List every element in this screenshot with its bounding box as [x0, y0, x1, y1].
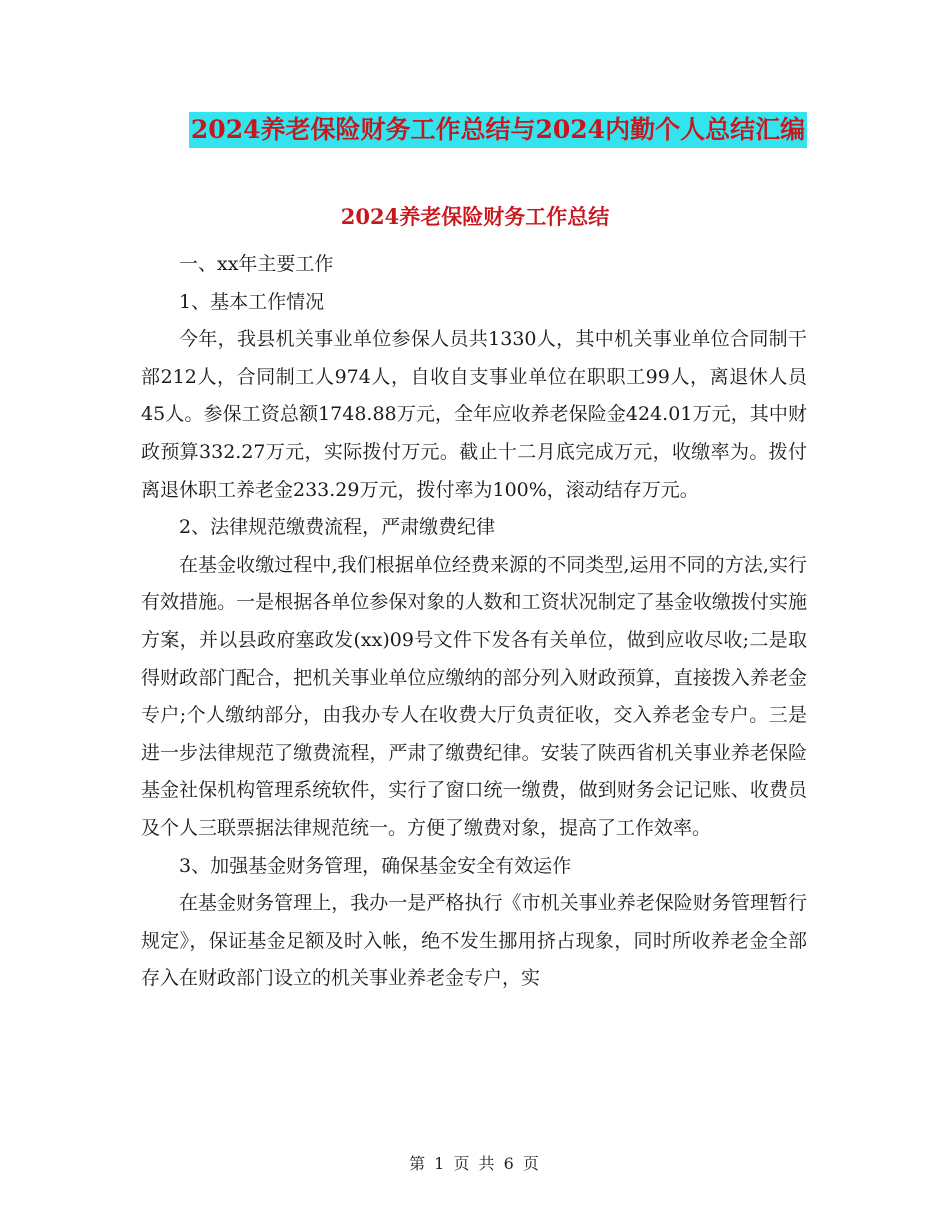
document-title: 2024养老保险财务工作总结与2024内勤个人总结汇编 [189, 112, 807, 148]
document-body [141, 246, 807, 998]
heading-fund-management: 3、加强基金财务管理，确保基金安全有效运作 [179, 854, 572, 877]
heading-basic-situation: 1、基本工作情况 [179, 290, 325, 313]
document-title-container [0, 112, 950, 148]
heading-main-work: 一、xx年主要工作 [179, 253, 334, 275]
page-number-footer: 第 1 页 共 6 页 [409, 1154, 541, 1173]
paragraph-basic-situation: 今年，我县机关事业单位参保人员共1330人，其中机关事业单位合同制干部212人，合同制工人974人，自收自支事业单位在职职工99人，离退休人员45人。参保工资总额1748.88万元，全年应收养老保险金424.01万元，其中财政预算332.27万元，实际拨付万元。截止十二月底完成万元，收缴率为。拨付离退休职工养老金233.29万元，拨付率为100%，滚动结存万元。 [141, 328, 807, 501]
paragraph-payment-process: 在基金收缴过程中,我们根据单位经费来源的不同类型,运用不同的方法,实行有效措施。一是根据各单位参保对象的人数和工资状况制定了基金收缴拨付实施方案，并以县政府塞政发(xx)09号文件下发各有关单位，做到应收尽收;二是取得财政部门配合，把机关事业单位应缴纳的部分列入财政预算，直接拨入养老金专户;个人缴纳部分，由我办专人在收费大厅负责征收，交入养老金专户。三是进一步法律规范了缴费流程，严肃了缴费纪律。安装了陕西省机关事业养老保险基金社保机构管理系统软件，实行了窗口统一缴费，做到财务会记记账、收费员及个人三联票据法律规范统一。方便了缴费对象，提高了工作效率。 [141, 553, 807, 839]
heading-payment-process: 2、法律规范缴费流程，严肃缴费纪律 [179, 516, 496, 539]
section-title: 2024养老保险财务工作总结 [340, 204, 610, 229]
paragraph-fund-management: 在基金财务管理上，我办一是严格执行《市机关事业养老保险财务管理暂行规定》，保证基金足额及时入帐，绝不发生挪用挤占现象，同时所收养老金全部存入在财政部门设立的机关事业养老金专户，实 [141, 892, 807, 990]
